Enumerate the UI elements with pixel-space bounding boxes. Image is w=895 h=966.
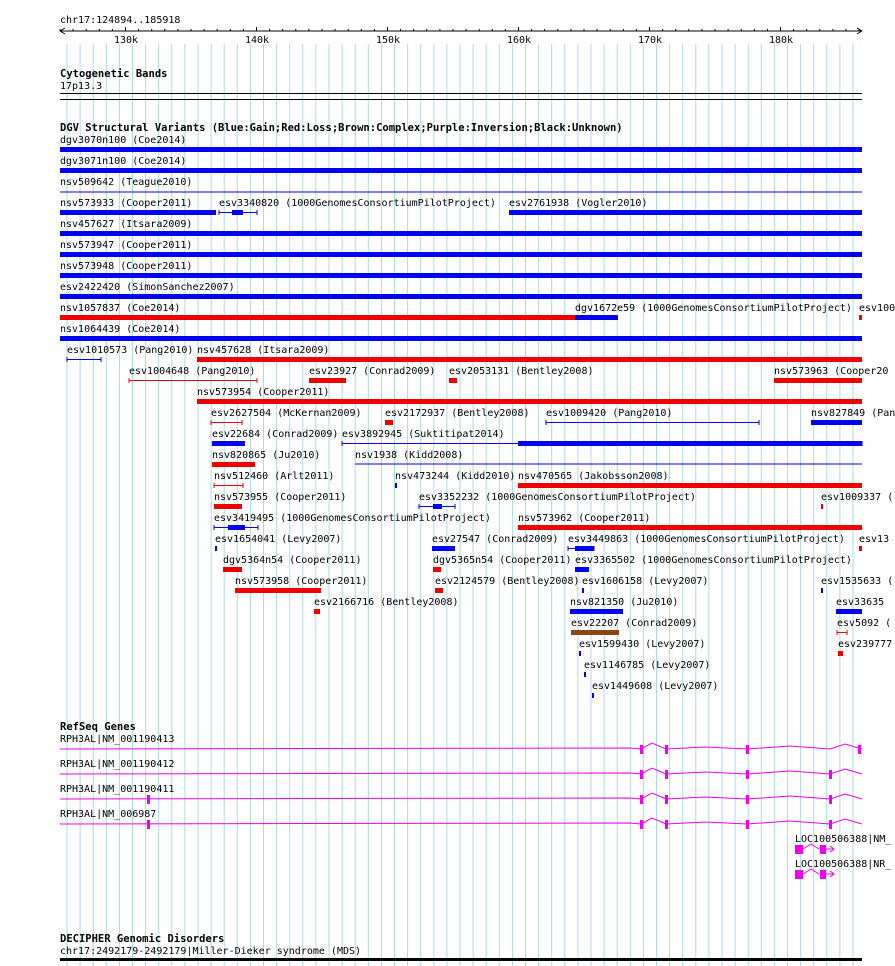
dgv-label[interactable]: nsv1938 (Kidd2008) (355, 450, 464, 461)
cytoband-label[interactable]: 17p13.3 (60, 81, 103, 92)
dgv-feature-bar[interactable] (395, 483, 397, 488)
dgv-label[interactable]: esv1449608 (Levy2007) (592, 681, 719, 692)
dgv-label[interactable]: nsv573962 (Cooper2011) (518, 513, 651, 524)
gene-exon[interactable] (829, 820, 832, 829)
dgv-label[interactable]: esv1004648 (Pang2010) (129, 366, 256, 377)
dgv-feature-bar[interactable] (435, 588, 443, 593)
dgv-label[interactable]: esv1654041 (Levy2007) (215, 534, 342, 545)
gene-intron-line[interactable] (60, 743, 862, 749)
dgv-label[interactable]: esv22684 (Conrad2009) (212, 429, 339, 440)
gene-exon[interactable] (640, 795, 643, 804)
dgv-label[interactable]: esv1010573 (Pang2010) (67, 345, 194, 356)
dgv-feature-bar[interactable] (215, 546, 217, 551)
dgv-label[interactable]: dgv5365n54 (Cooper2011) (433, 555, 572, 566)
gene-exon[interactable] (147, 795, 150, 804)
dgv-label[interactable]: esv23927 (Conrad2009) (309, 366, 436, 377)
gene-exon[interactable] (746, 745, 749, 754)
dgv-label[interactable]: nsv573963 (Cooper20 (774, 366, 889, 377)
dgv-feature-bar[interactable] (836, 609, 862, 614)
dgv-feature-bar[interactable] (571, 630, 619, 635)
dgv-label[interactable]: nsv821350 (Ju2010) (570, 597, 679, 608)
dgv-label[interactable]: esv22207 (Conrad2009) (571, 618, 698, 629)
gene-exon[interactable] (829, 770, 832, 779)
dgv-feature-bar[interactable] (314, 609, 320, 614)
tick-label: 180k (768, 35, 794, 46)
dgv-feature-bar[interactable] (575, 567, 589, 572)
dgv-label[interactable]: dgv3071n100 (Coe2014) (60, 156, 187, 167)
dgv-feature-bar[interactable] (60, 147, 862, 152)
dgv-label[interactable]: nsv457627 (Itsara2009) (60, 219, 193, 230)
dgv-feature-bar[interactable] (235, 588, 321, 593)
dgv-feature-bar[interactable] (575, 315, 618, 320)
dgv-label[interactable]: esv100 (859, 303, 895, 314)
gene-exon[interactable] (665, 795, 668, 804)
dgv-label[interactable]: esv2053131 (Bentley2008) (449, 366, 594, 377)
dgv-label[interactable]: nsv573958 (Cooper2011) (235, 576, 368, 587)
dgv-feature-bar[interactable] (60, 315, 575, 320)
dgv-label[interactable]: esv3419495 (1000GenomesConsortiumPilotProject) (214, 513, 491, 524)
dgv-feature-bar[interactable] (584, 672, 586, 677)
dgv-feature-bar[interactable] (232, 210, 243, 215)
gene-exon[interactable] (746, 770, 749, 779)
gene-exon[interactable] (640, 820, 643, 829)
tick-label: 140k (244, 35, 270, 46)
dgv-feature-bar[interactable] (385, 420, 393, 425)
dgv-feature-bar[interactable] (60, 252, 862, 257)
dgv-feature-bar[interactable] (228, 525, 245, 530)
dgv-feature-bar[interactable] (212, 441, 245, 446)
tick-label: 150k (375, 35, 401, 46)
dgv-label[interactable]: esv2124579 (Bentley2008) (435, 576, 580, 587)
gene-intron-line[interactable] (60, 768, 862, 774)
gene-exon[interactable] (640, 745, 643, 754)
dgv-label[interactable]: esv3340820 (1000GenomesConsortiumPilotProject) (219, 198, 496, 209)
dgv-label[interactable]: nsv820865 (Ju2010) (212, 450, 321, 461)
dgv-feature-bar[interactable] (197, 399, 862, 404)
dgv-feature-bar[interactable] (859, 546, 862, 551)
dgv-feature-bar[interactable] (197, 357, 862, 362)
dgv-feature-bar[interactable] (223, 567, 242, 572)
dgv-feature-bar[interactable] (433, 504, 442, 509)
dgv-label[interactable]: nsv457628 (Itsara2009) (197, 345, 330, 356)
track-title-dgv[interactable]: DGV Structural Variants (Blue:Gain;Red:Loss;Brown:Complex;Purple:Inversion;Black:Unknown) (60, 122, 623, 134)
gene-intron-line[interactable] (60, 793, 862, 799)
decipher-item-label[interactable]: chr17:2492179-2492179|Miller-Dieker syndrome (MDS) (60, 946, 362, 957)
dgv-feature-bar[interactable] (309, 378, 346, 383)
cytoband-line (60, 93, 862, 94)
dgv-feature-bar[interactable] (433, 567, 441, 572)
dgv-label[interactable]: esv3892945 (Suktitipat2014) (342, 429, 505, 440)
dgv-label[interactable]: esv239777 (838, 639, 893, 650)
gene-exon[interactable] (665, 745, 668, 754)
dgv-feature-bar[interactable] (582, 588, 584, 593)
dgv-label[interactable]: nsv573955 (Cooper2011) (214, 492, 347, 503)
gene-exon[interactable] (147, 820, 150, 829)
gene-exon[interactable] (820, 870, 826, 879)
dgv-feature-bar[interactable] (60, 273, 862, 278)
dgv-label[interactable]: esv1009420 (Pang2010) (546, 408, 673, 419)
dgv-label[interactable]: esv2166716 (Bentley2008) (314, 597, 459, 608)
gene-label[interactable]: RPH3AL|NM_001190413 (60, 734, 175, 745)
dgv-feature-bar[interactable] (518, 483, 862, 488)
coordinate-label: chr17:124894..185918 (60, 15, 181, 26)
dgv-feature-bar[interactable] (509, 210, 862, 215)
gene-strand-arrow[interactable] (826, 871, 834, 877)
dgv-label[interactable]: esv2761938 (Vogler2010) (509, 198, 648, 209)
dgv-label[interactable]: esv13 (859, 534, 890, 545)
dgv-feature-bar[interactable] (592, 693, 594, 698)
dgv-label[interactable]: esv3449863 (1000GenomesConsortiumPilotProject) (568, 534, 845, 545)
dgv-label[interactable]: nsv470565 (Jakobsson2008) (518, 471, 669, 482)
dgv-label[interactable]: nsv1057837 (Coe2014) (60, 303, 181, 314)
dgv-label[interactable]: esv2627504 (McKernan2009) (211, 408, 362, 419)
dgv-label[interactable]: esv1535633 ( (821, 576, 894, 587)
dgv-label[interactable]: esv2422420 (SimonSanchez2007) (60, 282, 235, 293)
dgv-label[interactable]: esv3365502 (1000GenomesConsortiumPilotProject) (575, 555, 852, 566)
dgv-label[interactable]: dgv1672e59 (1000GenomesConsortiumPilotProject) (575, 303, 852, 314)
gene-exon[interactable] (795, 870, 803, 879)
track-title-decipher[interactable]: DECIPHER Genomic Disorders (60, 933, 225, 945)
gene-strand-arrow[interactable] (826, 846, 834, 852)
dgv-label[interactable]: dgv5364n54 (Cooper2011) (223, 555, 362, 566)
dgv-label[interactable]: nsv573933 (Cooper2011) (60, 198, 193, 209)
gene-exon[interactable] (746, 795, 749, 804)
dgv-label[interactable]: nsv827849 (Pan (811, 408, 895, 419)
dgv-feature-bar[interactable] (811, 420, 862, 425)
tick-label: 130k (113, 35, 139, 46)
dgv-feature-bar[interactable] (859, 315, 862, 320)
gene-exon[interactable] (829, 795, 832, 804)
gene-exon[interactable] (640, 770, 643, 779)
dgv-label[interactable]: nsv573954 (Cooper2011) (197, 387, 330, 398)
dgv-label[interactable]: nsv573947 (Cooper2011) (60, 240, 193, 251)
dgv-label[interactable]: esv1606158 (Levy2007) (582, 576, 709, 587)
dgv-feature-bar[interactable] (449, 378, 457, 383)
dgv-feature-bar[interactable] (60, 294, 862, 299)
tick-label: 160k (506, 35, 532, 46)
dgv-label[interactable]: esv1009337 ( (821, 492, 894, 503)
dgv-feature-bar[interactable] (774, 378, 862, 383)
dgv-feature-bar[interactable] (60, 336, 862, 341)
dgv-feature-bar[interactable] (570, 609, 623, 614)
dgv-feature-bar[interactable] (838, 651, 843, 656)
dgv-feature-bar[interactable] (518, 525, 862, 530)
track-title-refseq[interactable]: RefSeq Genes (60, 721, 136, 733)
dgv-label[interactable]: nsv1064439 (Coe2014) (60, 324, 181, 335)
dgv-feature-bar[interactable] (432, 546, 455, 551)
gene-label[interactable]: RPH3AL|NM_006987 (60, 809, 157, 820)
dgv-label[interactable]: nsv573948 (Cooper2011) (60, 261, 193, 272)
dgv-feature-bar[interactable] (214, 504, 242, 509)
dgv-label[interactable]: dgv3070n100 (Coe2014) (60, 135, 187, 146)
gene-intron-line[interactable] (60, 818, 862, 824)
dgv-label[interactable]: nsv512460 (Arlt2011) (214, 471, 335, 482)
dgv-label[interactable]: esv33635 (836, 597, 885, 608)
gene-exon[interactable] (858, 745, 861, 754)
gene-exon[interactable] (746, 820, 749, 829)
dgv-label[interactable]: esv2172937 (Bentley2008) (385, 408, 530, 419)
dgv-label[interactable]: esv3352232 (1000GenomesConsortiumPilotProject) (419, 492, 696, 503)
dgv-label[interactable]: esv27547 (Conrad2009) (432, 534, 559, 545)
dgv-feature-bar[interactable] (60, 231, 862, 236)
gene-label[interactable]: RPH3AL|NM_001190411 (60, 784, 175, 795)
dgv-feature-bar[interactable] (60, 168, 862, 173)
gene-exon[interactable] (795, 845, 803, 854)
decipher-bar[interactable] (60, 958, 862, 961)
dgv-label[interactable]: nsv473244 (Kidd2010) (395, 471, 516, 482)
dgv-feature-bar[interactable] (518, 441, 862, 446)
gene-label[interactable]: RPH3AL|NM_001190412 (60, 759, 175, 770)
gene-exon[interactable] (665, 770, 668, 779)
dgv-feature-bar[interactable] (821, 504, 823, 509)
track-title-cytoband[interactable]: Cytogenetic Bands (60, 68, 168, 80)
dgv-label[interactable]: esv1599430 (Levy2007) (579, 639, 706, 650)
dgv-feature-bar[interactable] (212, 462, 255, 467)
dgv-label[interactable]: esv5092 ( (837, 618, 892, 629)
gene-label[interactable]: LOC100506388|NR_ (795, 859, 892, 870)
dgv-label[interactable]: esv1146785 (Levy2007) (584, 660, 711, 671)
tick-label: 170k (637, 35, 663, 46)
dgv-feature-bar[interactable] (575, 546, 594, 551)
gene-exon[interactable] (820, 845, 826, 854)
cytoband-line (60, 99, 862, 100)
dgv-label[interactable]: nsv509642 (Teague2010) (60, 177, 193, 188)
gene-label[interactable]: LOC100506388|NM_ (795, 834, 892, 845)
dgv-feature-bar[interactable] (60, 210, 216, 215)
gene-exon[interactable] (665, 820, 668, 829)
dgv-feature-bar[interactable] (821, 588, 823, 593)
dgv-feature-bar[interactable] (579, 651, 581, 656)
